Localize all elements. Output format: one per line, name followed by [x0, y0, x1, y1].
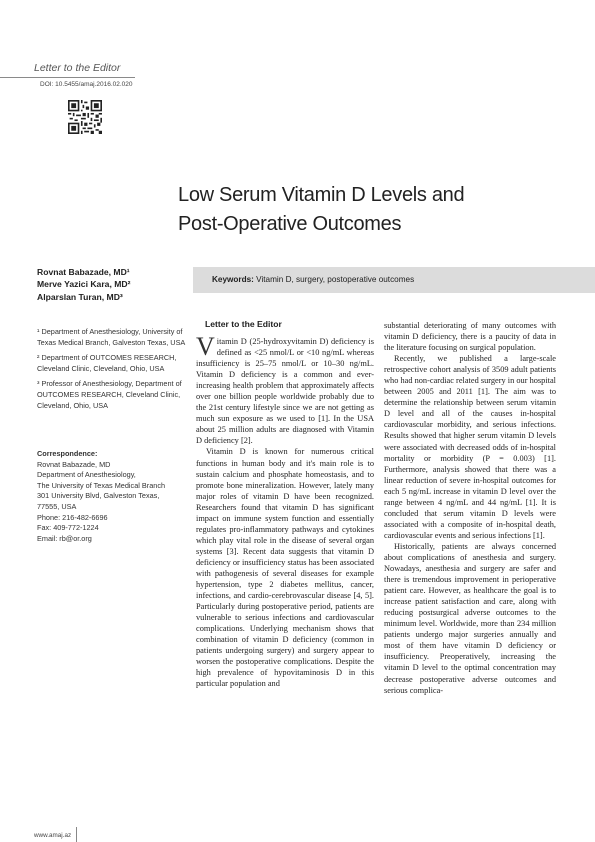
article-title: [178, 181, 508, 239]
title-line-2: Post-Operative Outcomes: [178, 213, 402, 235]
body-column-1: [196, 332, 374, 690]
section-label: Letter to the Editor: [34, 62, 121, 74]
affiliation: ² Department of OUTCOMES RESEARCH, Cleveland Clinic, Cleveland, Ohio, USA: [37, 353, 177, 373]
correspondence-line: 77555, USA: [37, 501, 77, 511]
correspondence-email[interactable]: Email: rb@or.org: [37, 533, 92, 543]
author-list: [37, 266, 130, 303]
drop-cap: V: [196, 332, 215, 361]
journal-website[interactable]: www.amaj.az: [34, 832, 72, 839]
footer-divider: [76, 827, 77, 842]
paragraph: Recently, we published a large-scale retrospective cohort analysis of 3509 adult patients who had non-cardiac related surgery in our hospital between 2005 and 2011 [1]. The aim was to determine the relationship between serum vitamin D level and all of the causes in-hospital cardiovascular morbidity, and serious infections. Results showed that higher serum vitamin D levels were associated with decreased odds of in-hospital mortality or morbidity (P = 0.003) [1]. Furthermore, analysis showed that there was a linear reduction of severe in-hospital outcomes for each 5 ng/mL increase in vitamin D level over the range between 4 ng/mL and 44 ng/mL [1]. It is concluded that serum vitamin D levels were associated with a composite of in-hospital death, cardiovascular events and serious infections [1].: [384, 354, 556, 540]
author-name: Alparslan Turan, MD³: [37, 291, 123, 302]
keywords: [212, 275, 414, 284]
affiliations: [37, 327, 187, 416]
doi-text: DOI: 10.5455/amaj.2016.02.020: [40, 81, 133, 88]
affiliation: ¹ Department of Anesthesiology, University of Texas Medical Branch, Galveston Texas, USA: [37, 327, 186, 347]
paragraph: Vitamin D is known for numerous critical functions in human body and it's main role is to sustain calcium and phosphate homeostasis, and to promote bone mineralization. However, lately many major roles of vitamin D have been recognized. Researchers found that vitamin D has significant impact on immune system function and essentially regulates pro-inflammatory pathways and cytokines which play vital role in the disease of several organ systems [3]. Recent data suggests that vitamin D deficiency or insufficiency status has been associated with pathogenesis of several diseases for example hypertension, type 2 diabetes mellitus, cancer, infections, and cardio-cerebrovascular disease [4, 5]. Particularly during postoperative period, patients are vulnerable to serious infections and cardiovascular complications. Underlying mechanism shows that combination of vitamin D deficiency (common in patients undergoing surgery) and surgery appear to worsen the postoperative complications. Despite the high prevalence of hypovitaminosis D in this particular population and: [196, 447, 374, 689]
paragraph: substantial deteriorating of many outcomes with vitamin D deficiency, there is a paucity of data in the literature focusing on surgical population.: [384, 321, 556, 353]
title-line-1: Low Serum Vitamin D Levels and: [178, 184, 465, 206]
paragraph: [196, 332, 374, 446]
correspondence-line: Department of Anesthesiology,: [37, 470, 136, 480]
paragraph-text: itamin D (25-hydroxyvitamin D) deficiency is defined as <25 nmol/L or <10 ng/mL whereas insufficiency is 25–75 nmol/L or 10–30 ng/mL. Vitamin D deficiency is a common and ever-increasing health problem that approximately affects over one billion people worldwide probably due to the 21st century lifestyle since we are not getting as much sun exposure as we used to [1]. In the USA about 25 million adults are diagnosed with Vitamin D deficiency [2].: [196, 337, 374, 446]
paragraph: Historically, patients are always concerned about complications of anesthesia and surgery. Nowadays, anesthesia and surgery are safer and there is tremendous improvement in perioperative patient care. However, as healthcare the goal is to increase patient satisfaction and care, along with reducing postsurgical adverse outcomes to the minimum level. Worldwide, more than 234 million patients undergo major surgeries annually and most of them have vitamin D deficiency or insufficiency. Preoperatively, increasing the vitamin D level to the optimal concentration may decrease postoperative adverse outcomes and serious complica-: [384, 541, 556, 695]
keywords-label: Keywords:: [212, 275, 254, 284]
keywords-text: Vitamin D, surgery, postoperative outcomes: [256, 275, 415, 284]
author-name: Rovnat Babazade, MD¹: [37, 267, 130, 277]
affiliation: ³ Professor of Anesthesiology, Department of OUTCOMES RESEARCH, Cleveland Clinic, Cleveland, Ohio, USA: [37, 379, 182, 410]
correspondence-phone: Phone: 216-482-6696: [37, 512, 108, 522]
author-name: Merve Yazici Kara, MD²: [37, 279, 131, 290]
correspondence-heading: Correspondence:: [37, 449, 98, 458]
correspondence-line: The University of Texas Medical Branch: [37, 480, 166, 490]
correspondence: [37, 449, 187, 544]
correspondence-line: Rovnat Babazade, MD: [37, 459, 111, 469]
correspondence-fax: Fax: 409-772-1224: [37, 523, 99, 533]
header-rule: [0, 77, 135, 78]
qr-code-icon: [68, 100, 102, 134]
body-column-2: [384, 320, 556, 696]
correspondence-line: 301 University Blvd, Galveston Texas,: [37, 491, 160, 501]
body-heading: Letter to the Editor: [205, 319, 282, 329]
